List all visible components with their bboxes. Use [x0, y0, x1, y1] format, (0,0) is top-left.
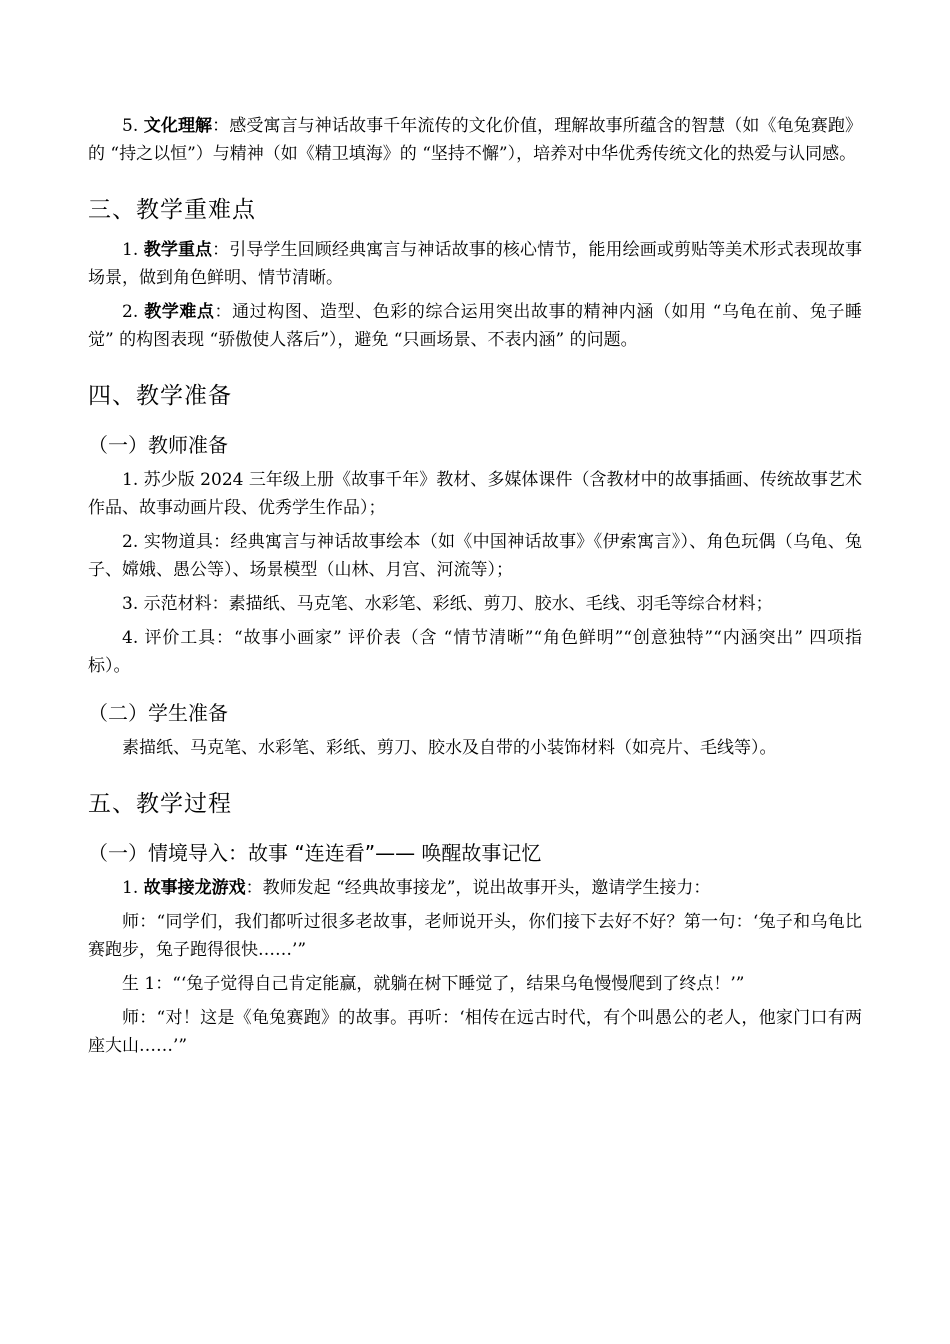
subsection-title-intro: （一）情境导入：故事 “连连看”—— 唤醒故事记忆	[88, 841, 542, 865]
section-title-key-difficulties: 三、教学重难点	[88, 197, 256, 223]
item-text: ：教师发起 “经典故事接龙”，说出故事开头，邀请学生接力：	[245, 878, 711, 898]
item-number: 5.	[122, 116, 144, 136]
item-number: 1.	[122, 240, 144, 260]
item-keyword: 文化理解	[143, 116, 213, 136]
item-text: ：引导学生回顾经典寓言与神话故事的核心情节，能用绘画或剪贴等美术形式表现故事场景，做到角色鲜明、情节清晰。	[88, 240, 863, 288]
list-item: 2. 实物道具：经典寓言与神话故事绘本（如《中国神话故事》《伊索寓言》）、角色玩偶（乌龟、兔子、嫦娥、愚公等）、场景模型（山林、月宫、河流等）；	[88, 532, 862, 580]
paragraph-student-prep: 素描纸、马克笔、水彩笔、彩纸、剪刀、胶水及自带的小装饰材料（如亮片、毛线等）。	[122, 738, 777, 758]
section-title-teaching-process: 五、教学过程	[88, 791, 232, 817]
item-number: 2.	[122, 302, 145, 322]
list-item: 1. 苏少版 2024 三年级上册《故事千年》教材、多媒体课件（含教材中的故事插画、传统故事艺术作品、故事动画片段、优秀学生作品）；	[88, 470, 862, 518]
paragraph-story-relay-game	[88, 874, 862, 902]
subsection-title-student-prep: （二）学生准备	[88, 701, 228, 725]
item-keyword: 教学难点	[144, 302, 215, 322]
paragraph-culture-understanding	[88, 112, 862, 168]
list-item: 3. 示范材料：素描纸、马克笔、水彩笔、彩纸、剪刀、胶水、毛线、羽毛等综合材料；	[122, 594, 773, 614]
list-item: 4. 评价工具：“故事小画家” 评价表（含 “情节清晰”“角色鲜明”“创意独特”“内涵突出” 四项指标）。	[88, 628, 862, 676]
dialog-line: 师：“对！这是《龟兔赛跑》的故事。再听：‘相传在远古时代，有个叫愚公的老人，他家门口有两座大山……’”	[88, 1008, 862, 1056]
item-text: ：感受寓言与神话故事千年流传的文化价值，理解故事所蕴含的智慧（如《龟兔赛跑》的 “持之以恒”）与精神（如《精卫填海》的 “坚持不懈”），培养对中华优秀传统文化的热爱与认同感。	[88, 116, 863, 164]
dialog-line: 师：“同学们，我们都听过很多老故事，老师说开头，你们接下去好不好？第一句：‘兔子和乌龟比赛跑步，兔子跑得很快……’”	[88, 912, 862, 960]
subsection-title-teacher-prep: （一）教师准备	[88, 433, 228, 457]
paragraph-teaching-difficulty	[88, 298, 862, 354]
dialog-line: 生 1：“‘兔子觉得自己肯定能赢，就躺在树下睡觉了，结果乌龟慢慢爬到了终点！’”	[122, 974, 745, 994]
item-text: ：通过构图、造型、色彩的综合运用突出故事的精神内涵（如用 “乌龟在前、兔子睡觉” 的构图表现 “骄傲使人落后”），避免 “只画场景、不表内涵” 的问题。	[88, 302, 862, 350]
item-keyword: 教学重点	[143, 240, 213, 260]
item-keyword: 故事接龙游戏	[143, 878, 246, 898]
paragraph-teaching-focus	[88, 236, 862, 292]
item-number: 1.	[122, 878, 144, 898]
section-title-preparation: 四、教学准备	[88, 383, 232, 409]
